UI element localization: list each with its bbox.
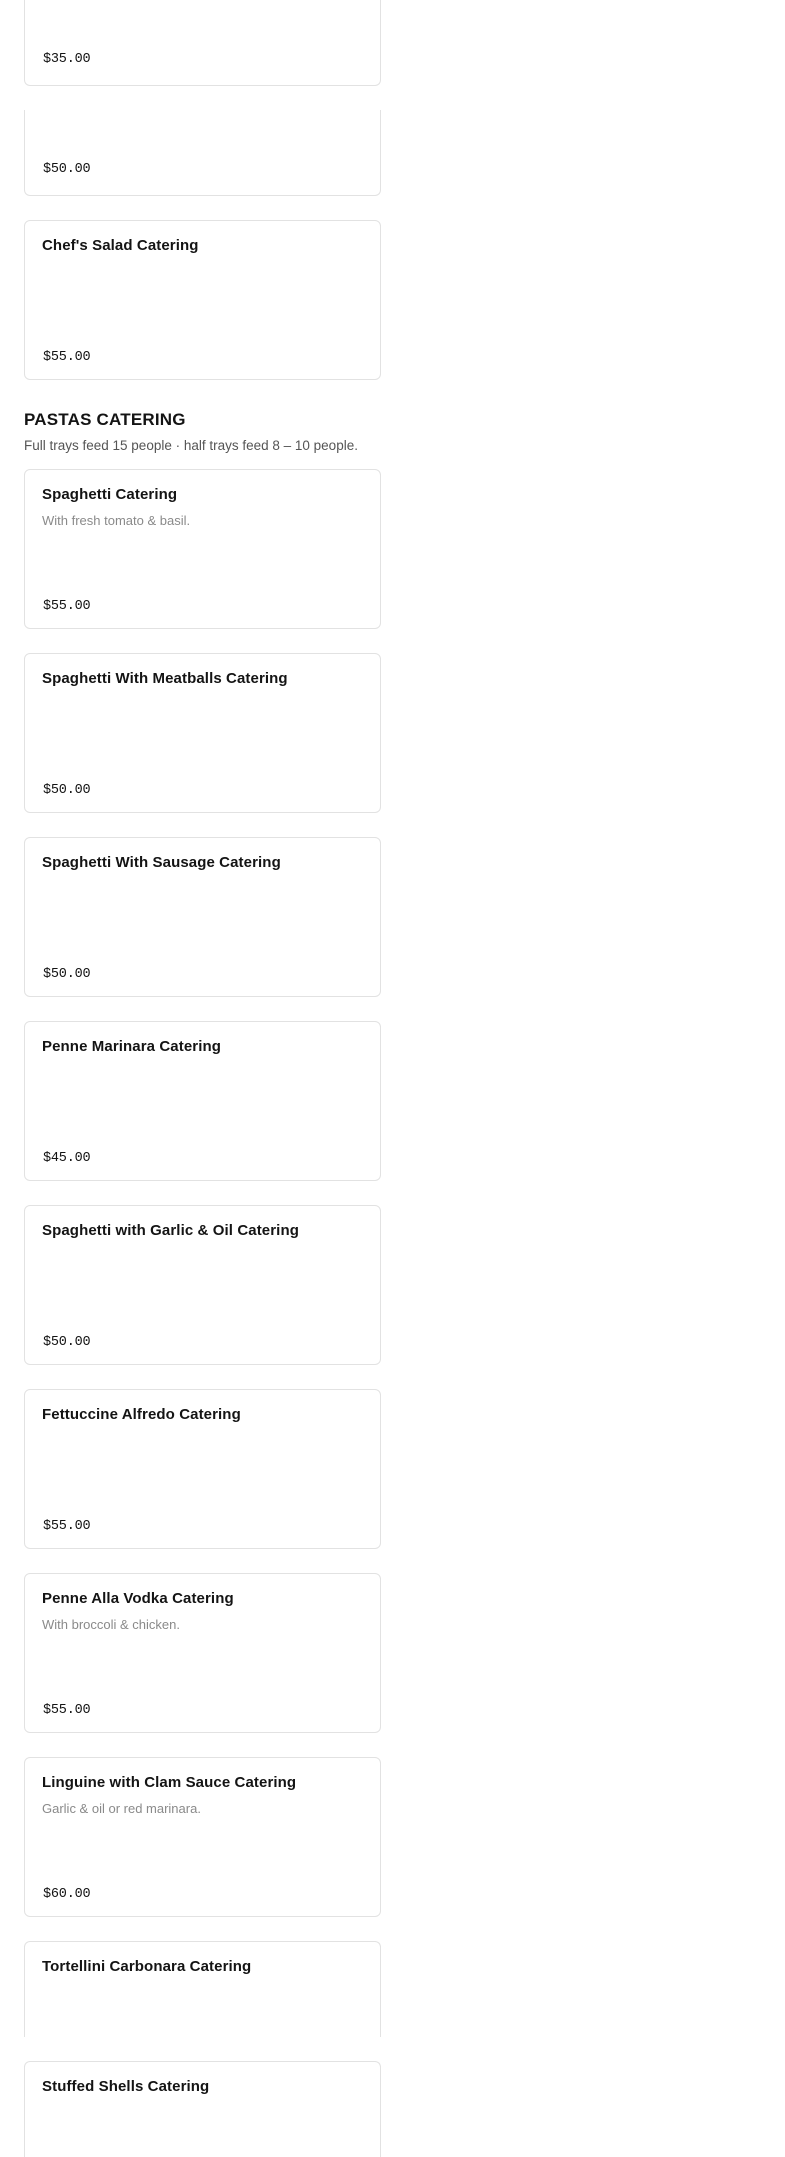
- menu-item-card[interactable]: [24, 653, 381, 813]
- menu-item-title: Linguine with Clam Sauce Catering: [42, 1774, 297, 1791]
- menu-item-title: Tortellini Carbonara Catering: [42, 1958, 252, 1975]
- menu-item-title: Penne Marinara Catering: [42, 1038, 222, 1055]
- menu-item-card[interactable]: [24, 837, 381, 997]
- menu-item-card[interactable]: [24, 1205, 381, 1365]
- pastas-grid: [24, 469, 761, 1917]
- top-cut-row: [24, 0, 761, 196]
- menu-item-price: $50.00: [43, 1335, 91, 1350]
- menu-item-title: Spaghetti With Meatballs Catering: [42, 670, 288, 687]
- menu-item-title: Chef's Salad Catering: [42, 237, 199, 254]
- menu-item-card[interactable]: [24, 1389, 381, 1549]
- menu-item-price: $45.00: [43, 1151, 91, 1166]
- menu-item-price: $55.00: [43, 1519, 91, 1534]
- menu-item-title: Fettuccine Alfredo Catering: [42, 1406, 241, 1423]
- menu-item-price: $55.00: [43, 599, 91, 614]
- menu-item-card[interactable]: [24, 469, 381, 629]
- menu-item-title: Penne Alla Vodka Catering: [42, 1590, 234, 1607]
- salads-row: [24, 220, 761, 380]
- menu-item-price: $50.00: [43, 783, 91, 798]
- menu-item-title: Spaghetti Catering: [42, 486, 178, 503]
- row-spacer: [24, 196, 761, 220]
- section-subtitle: Full trays feed 15 people · half trays feed 8 – 10 people.: [24, 438, 358, 453]
- menu-item-card[interactable]: [24, 110, 381, 196]
- menu-item-card[interactable]: [24, 0, 381, 86]
- section-title: PASTAS CATERING: [24, 410, 186, 429]
- menu-item-description: With fresh tomato & basil.: [42, 512, 191, 528]
- menu-item-title: Stuffed Shells Catering: [42, 2078, 210, 2095]
- menu-item-description: Garlic & oil or red marinara.: [42, 1800, 201, 1816]
- menu-item-card[interactable]: [24, 1021, 381, 1181]
- menu-item-card[interactable]: [24, 1941, 381, 2037]
- menu-item-card[interactable]: [24, 220, 381, 380]
- menu-item-price: $55.00: [43, 1703, 91, 1718]
- menu-item-price: $35.00: [43, 52, 91, 67]
- menu-item-title: Spaghetti with Garlic & Oil Catering: [42, 1222, 299, 1239]
- menu-item-card[interactable]: [24, 1757, 381, 1917]
- menu-item-price: $55.00: [43, 350, 91, 365]
- menu-item-title: Spaghetti With Sausage Catering: [42, 854, 281, 871]
- menu-item-card[interactable]: [24, 1573, 381, 1733]
- menu-item-description: With broccoli & chicken.: [42, 1616, 180, 1632]
- menu-item-price: $60.00: [43, 1887, 91, 1902]
- menu-item-price: $50.00: [43, 162, 91, 177]
- section-header: [24, 410, 761, 453]
- menu-item-price: $50.00: [43, 967, 91, 982]
- menu-item-card[interactable]: [24, 2061, 381, 2157]
- bottom-cut-row: [24, 1941, 761, 2157]
- row-spacer: [24, 1917, 761, 1941]
